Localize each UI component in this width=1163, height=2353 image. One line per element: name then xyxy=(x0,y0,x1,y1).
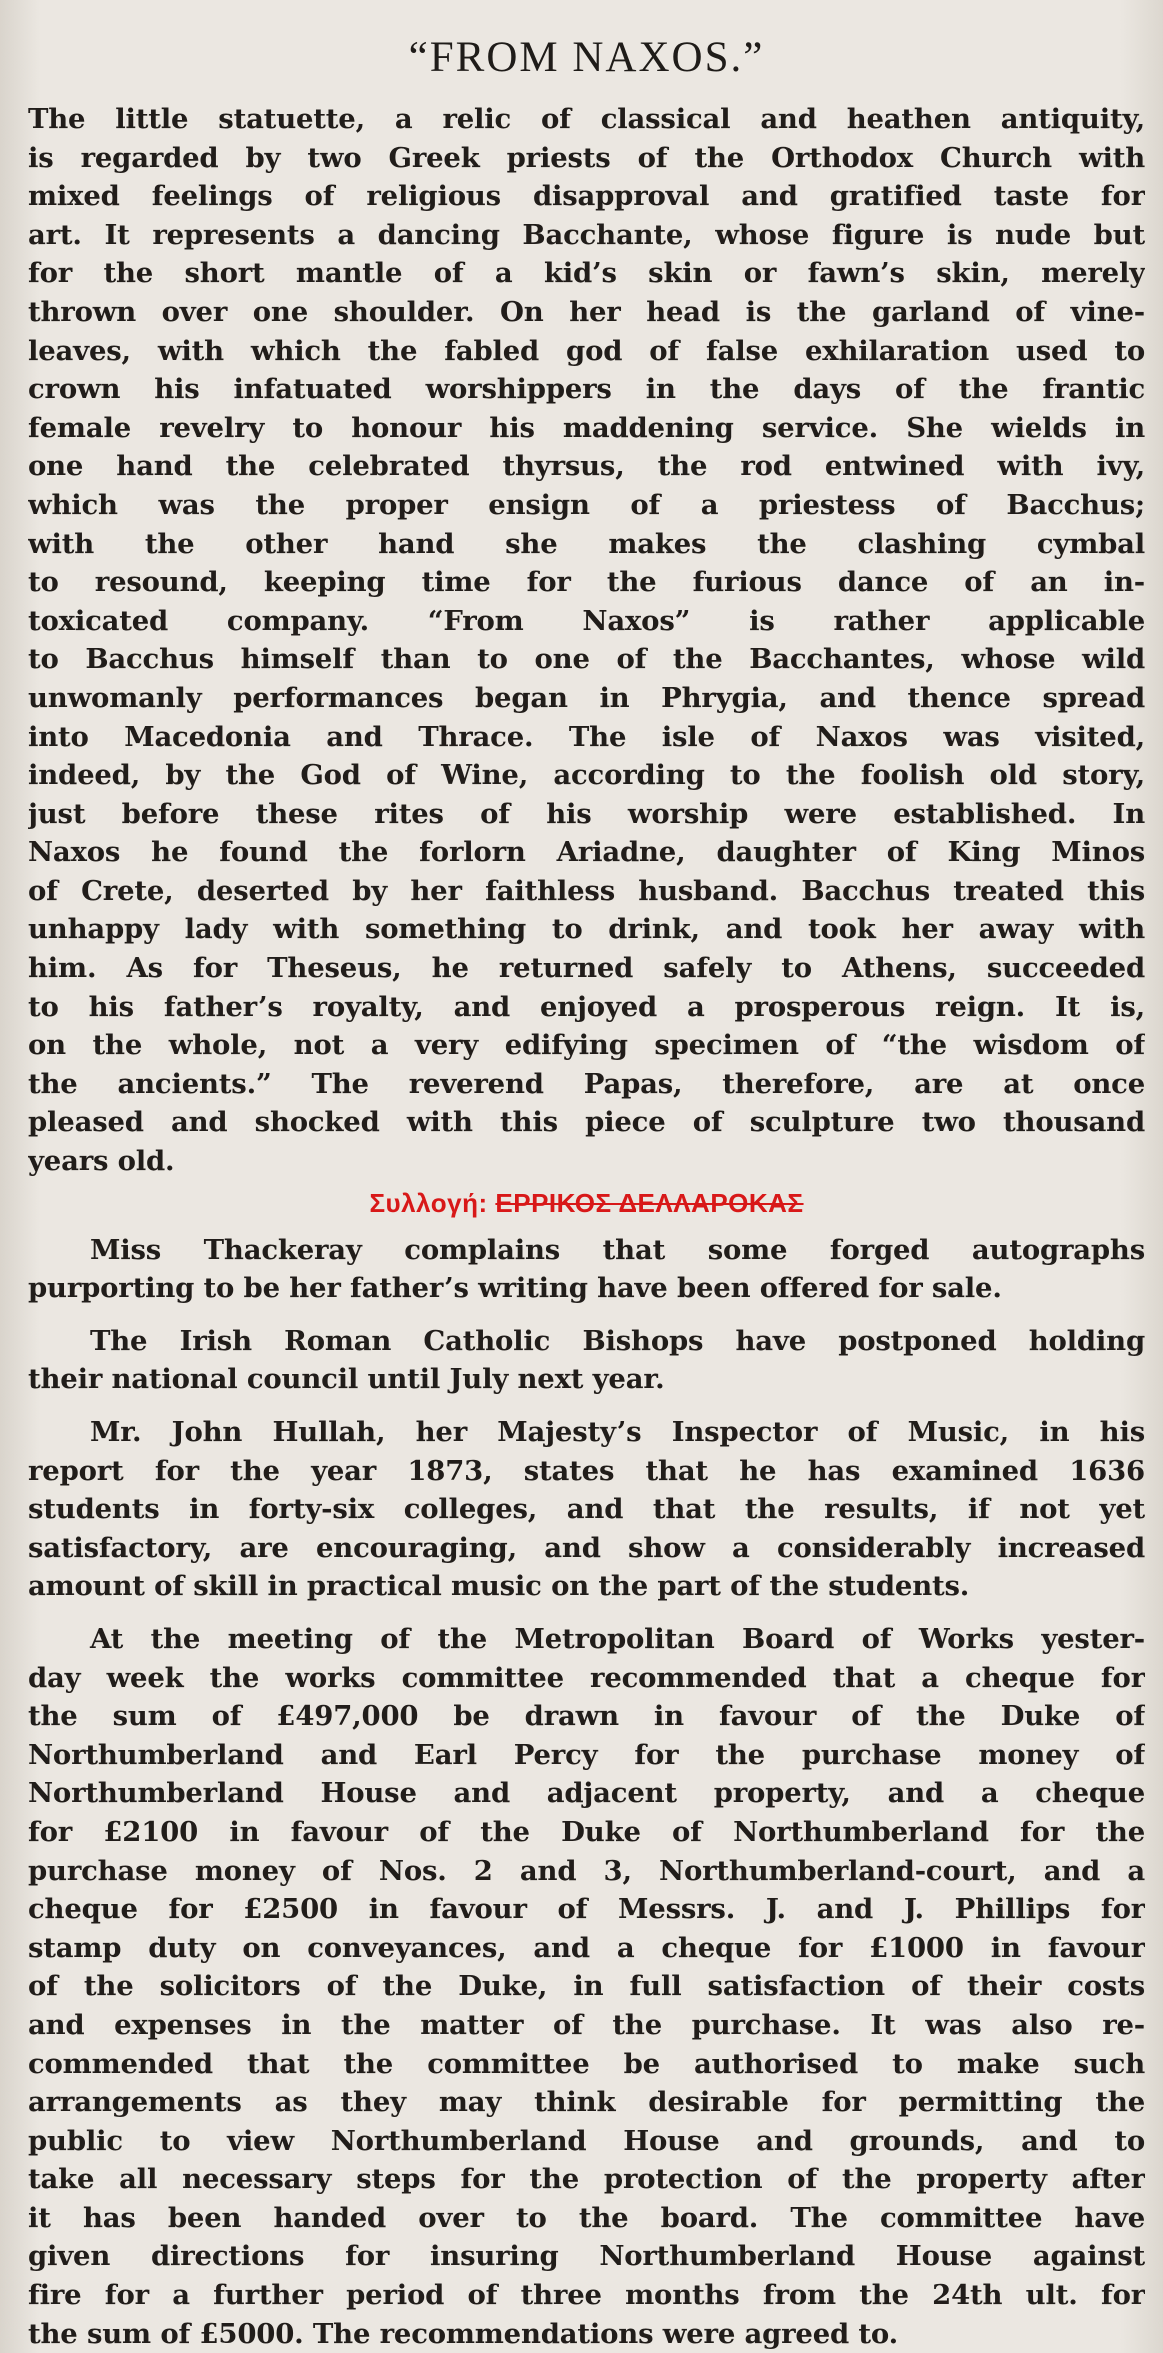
text-line: with the other hand she makes the clashing cymbal xyxy=(28,527,1145,560)
text-line: thrown over one shoulder. On her head is the garland of vine- xyxy=(28,295,1145,328)
text-line: report for the year 1873, states that he has examined 1636 xyxy=(28,1454,1145,1487)
text-line: which was the proper ensign of a priestess of Bacchus; xyxy=(28,488,1145,521)
text-line: public to view Northumberland House and grounds, and to xyxy=(28,2124,1145,2157)
text-line: Mr. John Hullah, her Majesty’s Inspector of Music, in his xyxy=(90,1416,1145,1448)
text-line: just before these rites of his worship were established. In xyxy=(28,797,1145,830)
text-line: on the whole, not a very edifying specimen of “the wisdom of xyxy=(28,1029,1145,1062)
collection-stamp xyxy=(28,1185,1145,1221)
text-line: Northumberland and Earl Percy for the purchase money of xyxy=(28,1738,1145,1771)
text-line: to resound, keeping time for the furious dance of an in- xyxy=(28,566,1145,599)
text-line: Miss Thackeray complains that some forged autographs xyxy=(90,1233,1145,1266)
text-line: the sum of £5000. The recommendations were agreed to. xyxy=(28,2317,898,2350)
text-line: toxicated company. “From Naxos” is rather applicable xyxy=(28,604,1145,637)
text-line: female revelry to honour his maddening service. She wields in xyxy=(28,411,1145,444)
text-line: satisfactory, are encouraging, and show a considerably increased xyxy=(28,1531,1145,1564)
text-line: and expenses in the matter of the purchase. It was also re- xyxy=(28,2008,1145,2041)
text-line: is regarded by two Greek priests of the Orthodox Church with xyxy=(28,141,1145,174)
text-line: indeed, by the God of Wine, according to the foolish old story, xyxy=(28,759,1145,792)
note-bishops xyxy=(28,1322,1145,1399)
stamp-name: ΕΡΡΙΚΟΣ ΔΕΛΛΑΡΟΚΑΣ xyxy=(495,1187,804,1218)
text-line: students in forty-six colleges, and that the results, if not yet xyxy=(28,1493,1145,1526)
text-line: into Macedonia and Thrace. The isle of Naxos was visited, xyxy=(28,720,1145,753)
text-line: pleased and shocked with this piece of sculpture two thousand xyxy=(28,1106,1145,1139)
text-line: Northumberland House and adjacent property, and a cheque xyxy=(28,1777,1145,1810)
text-line: take all necessary steps for the protection of the property after xyxy=(28,2163,1145,2196)
text-line: years old. xyxy=(28,1145,175,1178)
text-line: The Irish Roman Catholic Bishops have postponed holding xyxy=(90,1324,1145,1357)
note-thackeray xyxy=(28,1231,1145,1308)
text-line: the ancients.” The reverend Papas, therefore, are at once xyxy=(28,1067,1145,1100)
text-line: day week the works committee recommended that a cheque for xyxy=(28,1661,1145,1694)
text-line: stamp duty on conveyances, and a cheque for £1000 in favour xyxy=(28,1931,1145,1964)
text-line: art. It represents a dancing Bacchante, whose figure is nude but xyxy=(28,218,1145,251)
text-line: commended that the committee be authorised to make such xyxy=(28,2047,1145,2080)
text-line: him. As for Theseus, he returned safely to Athens, succeeded xyxy=(28,952,1145,985)
text-line: unhappy lady with something to drink, and took her away with xyxy=(28,913,1145,946)
text-line: cheque for £2500 in favour of Messrs. J. and J. Phillips for xyxy=(28,1893,1145,1926)
text-line: purporting to be her father’s writing have been offered for sale. xyxy=(28,1272,1002,1305)
note-metropolitan-board xyxy=(28,1620,1145,2353)
article-body-naxos xyxy=(28,100,1145,1181)
text-line: fire for a further period of three months from the 24th ult. for xyxy=(28,2279,1145,2312)
article-title: “FROM NAXOS.” xyxy=(408,34,765,81)
text-line: it has been handed over to the board. The committee have xyxy=(28,2201,1145,2234)
text-line: one hand the celebrated thyrsus, the rod entwined with ivy, xyxy=(28,450,1145,483)
text-line: At the meeting of the Metropolitan Board of Works yester- xyxy=(90,1622,1145,1655)
text-line: leaves, with which the fabled god of false exhilaration used to xyxy=(28,334,1145,367)
text-line: of Crete, deserted by her faithless husband. Bacchus treated this xyxy=(28,874,1145,907)
text-line: for £2100 in favour of the Duke of Northumberland for the xyxy=(28,1815,1145,1848)
text-line: unwomanly performances began in Phrygia, and thence spread xyxy=(28,681,1145,714)
text-line: to his father’s royalty, and enjoyed a prosperous reign. It is, xyxy=(28,990,1145,1023)
stamp-label: Συλλογή: xyxy=(369,1187,488,1218)
text-line: Naxos he found the forlorn Ariadne, daughter of King Minos xyxy=(28,836,1145,869)
note-hullah xyxy=(28,1413,1145,1606)
text-line: The little statuette, a relic of classical and heathen antiquity, xyxy=(28,103,1145,135)
text-line: mixed feelings of religious disapproval and gratified taste for xyxy=(28,180,1145,213)
text-line: given directions for insuring Northumberland House against xyxy=(28,2240,1145,2273)
text-line: the sum of £497,000 be drawn in favour of the Duke of xyxy=(28,1700,1145,1733)
text-line: for the short mantle of a kid’s skin or fawn’s skin, merely xyxy=(28,257,1145,290)
text-line: arrangements as they may think desirable for permitting the xyxy=(28,2086,1145,2119)
text-line: amount of skill in practical music on the part of the students. xyxy=(28,1570,970,1603)
text-line: their national council until July next year. xyxy=(28,1363,665,1396)
text-line: to Bacchus himself than to one of the Bacchantes, whose wild xyxy=(28,643,1145,676)
text-line: purchase money of Nos. 2 and 3, Northumberland-court, and a xyxy=(28,1854,1145,1887)
text-line: of the solicitors of the Duke, in full satisfaction of their costs xyxy=(28,1970,1145,2003)
text-line: crown his infatuated worshippers in the days of the frantic xyxy=(28,373,1145,406)
